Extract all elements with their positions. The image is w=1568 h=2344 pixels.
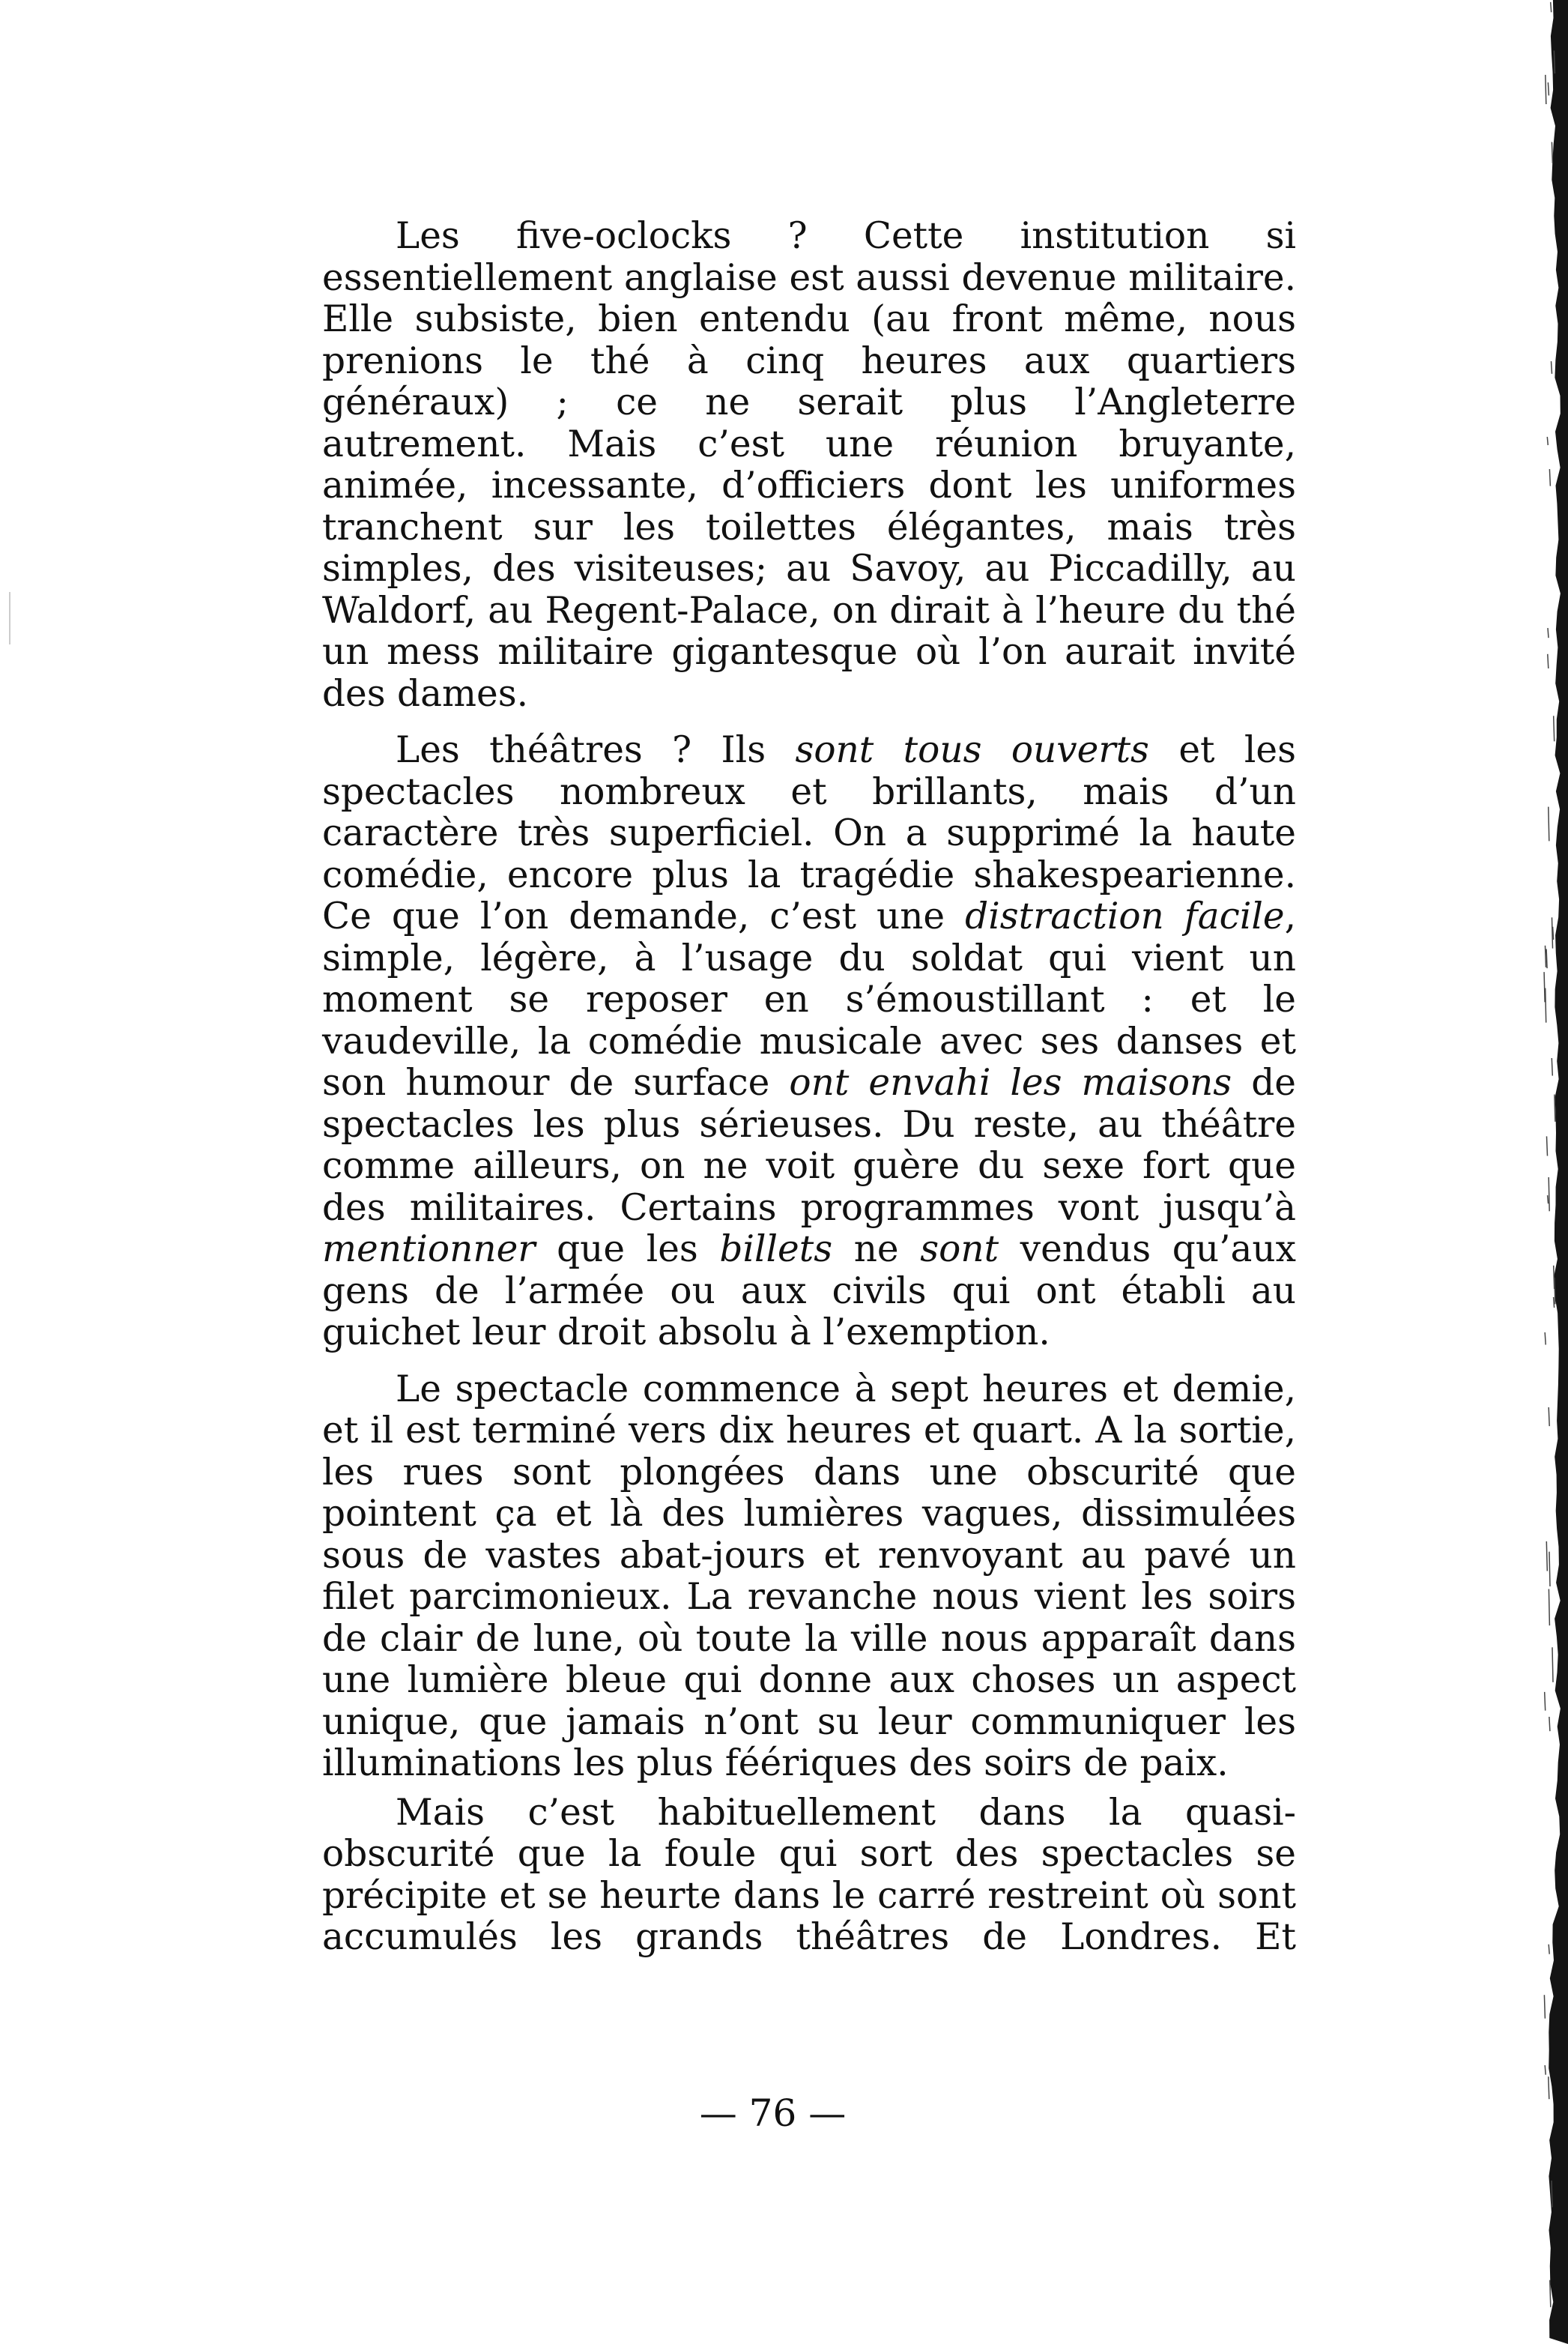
edge-speckle: [1550, 2280, 1551, 2307]
edge-speckle: [1548, 82, 1549, 95]
edge-speckle: [1545, 1332, 1546, 1345]
edge-speckle: [1548, 654, 1549, 668]
italic-text: sont tous ouverts: [795, 729, 1149, 771]
body-text: [322, 216, 1296, 1974]
edge-speckle: [1551, 2, 1552, 12]
paragraph-4: [322, 1792, 1296, 1959]
paragraph-3: [322, 1369, 1296, 1785]
binding-edge-shape: [1549, 0, 1568, 2344]
italic-text: distraction facile: [965, 895, 1285, 937]
text-run: vendus qu’aux gens de l’armée ou aux civils qui ont établi au guichet leur droit absolu à l’exemption.: [322, 1228, 1297, 1353]
italic-text: ont envahi les maisons: [789, 1062, 1232, 1104]
edge-speckle: [1552, 1647, 1553, 1682]
page-number: [0, 2091, 1568, 2136]
text-run: Les five-oclocks ? Cette institution si essentiellement anglaise est aussi devenue militaire. Elle subsiste, bien entendu (au front même, nous prenions le thé à cinq heures aux quartiers généraux) ; ce ne serait plus l’Angleterre autrement. Mais c’est une réunion bruyante, animée, incessante, d’officiers dont les uniformes tranchent sur les toilettes élégantes, mais très simples, des visiteuses; au Savoy, au Piccadilly, au Waldorf, au Regent-Palace, on dirait à l’heure du thé un mess militaire gigantesque où l’on aurait invité des dames.: [322, 215, 1296, 715]
italic-text: mentionner: [322, 1228, 536, 1270]
scanned-binding-edge: [1534, 0, 1568, 2344]
edge-speckle: [1544, 1995, 1545, 2018]
paragraph-1: [322, 216, 1296, 715]
edge-speckle: [1546, 949, 1547, 969]
paragraph-2: [322, 730, 1296, 1354]
edge-speckle: [1548, 1195, 1549, 1203]
edge-speckle: [1553, 927, 1554, 940]
italic-text: billets: [719, 1228, 833, 1270]
edge-speckle: [1545, 2065, 1546, 2075]
edge-speckle: [1544, 972, 1545, 1002]
edge-speckle: [1547, 437, 1548, 445]
binding-edge-graphic: [1534, 0, 1568, 2344]
edge-speckle: [1554, 716, 1555, 741]
edge-speckle: [1554, 51, 1555, 74]
edge-speckle: [1549, 1552, 1550, 1586]
edge-speckle: [1545, 1692, 1546, 1711]
edge-speckle: [1549, 469, 1550, 486]
text-run: , simple, légère, à l’usage du soldat qui vient un moment se reposer en s’émoustillant : et le vaudeville, la comédie musicale avec ses danses et son humour de surface: [322, 895, 1296, 1104]
scan-artifact: [9, 592, 10, 644]
text-run: Mais c’est habituellement dans la quasi-obscurité que la foule qui sort des spectacles se précipite et se heurte dans le carré restreint où sont accumulés les grands théâtres de Londres. Et: [322, 1791, 1296, 1958]
edge-speckle: [1547, 1136, 1548, 1156]
text-run: Les théâtres ? Ils: [396, 729, 796, 771]
text-run: que les: [535, 1228, 720, 1270]
text-run: ne: [832, 1228, 921, 1270]
edge-speckle: [1549, 1717, 1550, 1731]
edge-speckle: [1548, 628, 1549, 638]
text-run: de spectacles les plus sérieuses. Du reste, au théâtre comme ailleurs, on ne voit guère du sexe fort que des militaires. Certains programmes vont jusqu’à: [322, 1062, 1296, 1229]
edge-speckle: [1546, 1541, 1547, 1571]
text-run: Le spectacle commence à sept heures et demie, et il est terminé vers dix heures et quart. A la sortie, les rues sont plongées dans une obscurité que pointent ça et là des lumières vagues, dissimulées sous de vastes abat-jours et renvoyant au pavé un filet parcimonieux. La revanche nous vient les soirs de clair de lune, où toute la ville nous apparaît dans une lumière bleue qui donne aux choses un aspect unique, que jamais n’ont su leur communiquer les illuminations les plus féériques des soirs de paix.: [322, 1368, 1296, 1784]
text-run: et les spectacles nombreux et brillants, mais d’un caractère très superficiel. On a supprimé la haute comédie, encore plus la tragédie shakespearienne. Ce que l’on demande, c’est une: [322, 729, 1296, 937]
italic-text: sont: [920, 1228, 999, 1270]
page-number-label: — 76 —: [699, 2091, 847, 2135]
edge-speckle: [1554, 1297, 1555, 1308]
